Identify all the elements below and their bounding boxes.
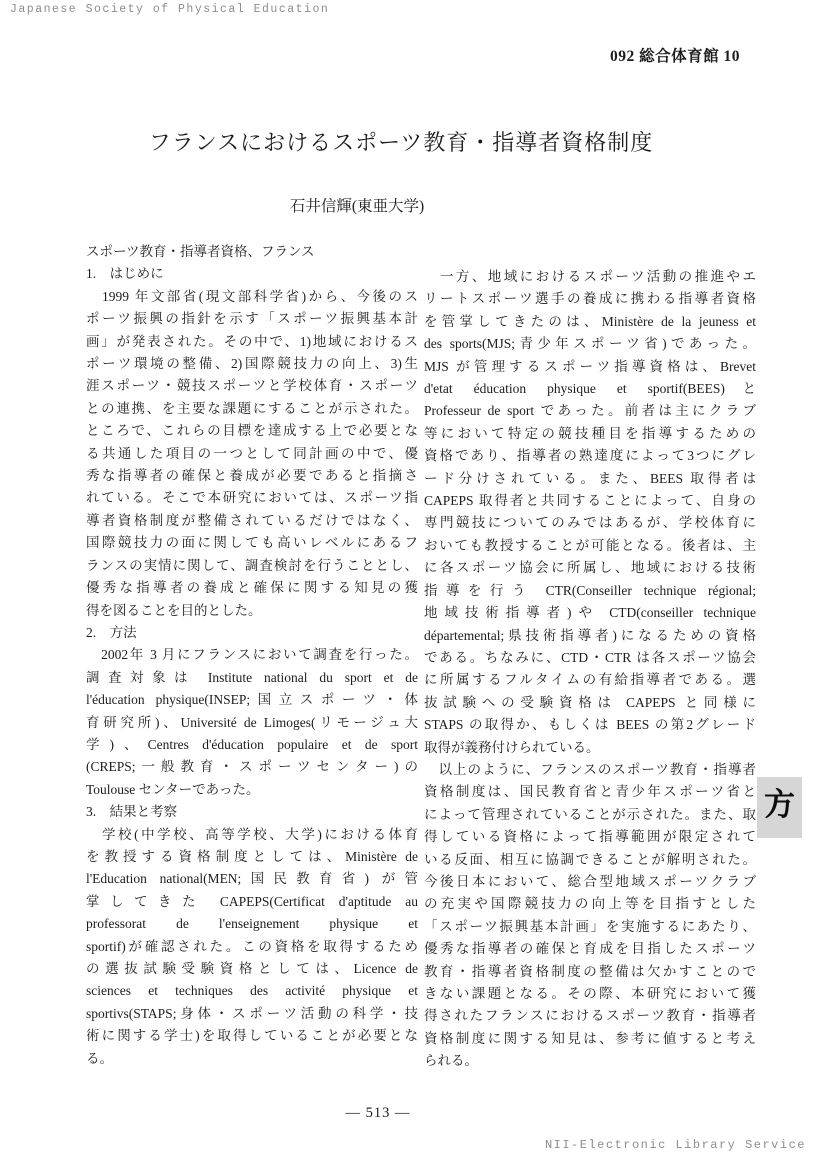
text-line: 「スポーツ振興基本計画」を実施するにあたり、 (424, 918, 756, 934)
text-line: れている。そこで本研究においては、スポーツ指 (86, 490, 418, 506)
text-line: いる反面、相互に協調できることが解明された。 (424, 851, 756, 867)
text-line: 取得が義務付けられている。 (424, 739, 600, 755)
text-line: ポーツ振興の指針を示す「スポーツ振興基本計 (86, 311, 418, 327)
text-line: ード分けされている。また、BEES 取得者は (424, 470, 756, 486)
text-line: 教育・指導者資格制度の整備は欠かすことので (424, 963, 756, 979)
text-line: MJS が管理するスポーツ指導資格は、Brevet (424, 358, 756, 374)
library-watermark-bottom: NII-Electronic Library Service (544, 1138, 806, 1152)
text-line: 1999 年文部省(現文部科学省)から、今後のス (86, 288, 418, 304)
text-line: 育研究所)、Université de Limoges(リモージュ大 (86, 714, 418, 730)
text-line: 専門競技についてのみではあるが、学校体育に (424, 515, 756, 531)
text-line: ところで、これらの目標を達成する上で必要とな (86, 423, 418, 439)
text-line: 3. 結果と考察 (86, 804, 178, 820)
text-line: きない課題となる。その際、本研究において獲 (424, 986, 756, 1001)
margin-stamp-box (757, 777, 802, 838)
text-line: 指導を行う CTR(Conseiller technique régional; (424, 582, 756, 598)
text-line: 掌してきた CAPEPS(Certificat d'aptitude au (86, 893, 418, 909)
text-line: 以上のように、フランスのスポーツ教育・指導者 (424, 761, 756, 777)
stamp-character: 方 (764, 787, 795, 822)
text-line: (CREPS;一般教育・スポーツセンター)の (86, 759, 418, 775)
text-line: 画」が発表された。その中で、1)地域におけるス (86, 333, 418, 349)
text-line: を管掌してきたのは、Ministère de la jeuness et (424, 313, 756, 329)
text-line: ランスの実情に関して、調査検討を行うこととし、 (86, 557, 418, 573)
text-line: 学)、Centres d'éducation populaire et de sport (86, 736, 418, 752)
text-line: おいても教授することが可能となる。後者は、主 (424, 537, 756, 553)
text-line: 資格制度に関する知見は、参考に値すると考え (424, 1030, 756, 1046)
text-line: l'éducation physique(INSEP;国立スポーツ・体 (86, 692, 418, 708)
text-line: départemental;県技術指導者)になるための資格 (424, 627, 756, 643)
text-line: STAPS の取得か、もしくは BEES の第2グレード (424, 717, 756, 733)
text-line: sportif)が確認された。この資格を取得するため (86, 938, 418, 954)
library-watermark-top: Japanese Society of Physical Education (10, 3, 330, 16)
text-line: によって管理されていることが示された。また、取 (424, 806, 756, 822)
text-line: 優秀な指導者の養成と確保に関する知見の獲 (86, 580, 418, 596)
text-line: Professeur de sport であった。前者は主にクラブ (424, 403, 756, 419)
text-line: des sports(MJS;青少年スポーツ省)であった。 (424, 336, 756, 352)
text-line: る共通した項目の一つとして同計画の中で、優 (86, 445, 418, 461)
text-line: を教授する資格制度としては、Ministère de (86, 848, 418, 864)
text-line: ポーツ環境の整備、2)国際競技力の向上、3)生 (86, 356, 418, 372)
text-line: 得されたフランスにおけるスポーツ教育・指導者 (424, 1008, 756, 1024)
text-line: 得を図ることを目的とした。 (86, 602, 262, 618)
text-line: られる。 (424, 1053, 478, 1069)
text-line: 2. 方法 (86, 624, 137, 640)
author-affiliation: 石井信輝(東亜大学) (289, 198, 425, 215)
text-line: 学校(中学校、高等学校、大学)における体育 (86, 826, 418, 842)
text-line: リートスポーツ選手の養成に携わる指導者資格 (424, 291, 756, 307)
text-line: る。 (86, 1050, 113, 1066)
text-line: 等において特定の競技種目を指導するための (424, 425, 756, 441)
page-number: — 513 — (345, 1105, 411, 1121)
text-line: 地域技術指導者)や CTD(conseiller technique (424, 605, 756, 621)
text-line: との連携、を主要な課題にすることが示された。 (86, 400, 418, 416)
text-line: Toulouse センターであった。 (86, 781, 260, 797)
text-line: CAPEPS 取得者と共同することによって、自身の (424, 493, 756, 509)
text-line: の選抜試験受験資格としては、Licence de (86, 961, 418, 976)
text-line: 一方、地域におけるスポーツ活動の推進やエ (424, 269, 756, 284)
text-line: 術に関する学士)を取得していることが必要とな (86, 1028, 418, 1044)
text-line: の充実や国際競技力の向上等を目指すとした (424, 896, 756, 912)
text-line: 資格であり、指導者の熟達度によって3つにグレ (424, 448, 756, 464)
right-text-column (424, 266, 756, 1073)
text-line: 涯スポーツ・競技スポーツと学校体育・スポーツ (86, 378, 418, 394)
text-line: 導者資格制度が整備されているだけではなく、 (86, 512, 418, 528)
text-line: 優秀な指導者の確保と育成を目指したスポーツ (424, 941, 756, 957)
text-line: 今後日本において、総合型地域スポーツクラブ (424, 873, 756, 889)
left-text-column (86, 241, 418, 1070)
text-line: に各スポーツ協会に所属し、地域における技術 (424, 560, 756, 576)
text-line: 1. はじめに (86, 266, 164, 282)
text-line: professorat de l'enseignement physique et (86, 916, 418, 932)
session-code: 092 総合体育館 10 (610, 48, 741, 65)
text-line: スポーツ教育・指導者資格、フランス (86, 244, 315, 259)
text-line: 国際競技力の面に関しても高いレベルにあるフ (86, 535, 418, 551)
text-line: 得している資格によって指導範囲が限定されて (424, 829, 756, 845)
text-line: に所属するフルタイムの有給指導者である。選 (424, 672, 756, 688)
text-line: 抜試験への受験資格は CAPEPS と同様に (424, 694, 756, 710)
text-line: l'Education national(MEN;国民教育省) が管 (86, 871, 418, 887)
text-line: 2002年 3 月にフランスにおいて調査を行った。 (86, 647, 418, 663)
paper-title: フランスにおけるスポーツ教育・指導者資格制度 (148, 130, 654, 155)
text-line: 調査対象は Institute national du sport et de (86, 669, 418, 685)
text-line: 資格制度は、国民教育省と青少年スポーツ省と (424, 784, 756, 800)
text-line: 秀な指導者の確保と養成が必要であると指摘さ (86, 468, 418, 484)
text-line: sportivs(STAPS;身体・スポーツ活動の科学・技 (86, 1005, 418, 1021)
text-line: である。ちなみに、CTD・CTR は各スポーツ協会 (424, 649, 756, 665)
text-line: d'etat éducation physique et sportif(BEES)と (424, 381, 756, 397)
text-line: sciences et techniques des activité physique et (86, 983, 418, 999)
